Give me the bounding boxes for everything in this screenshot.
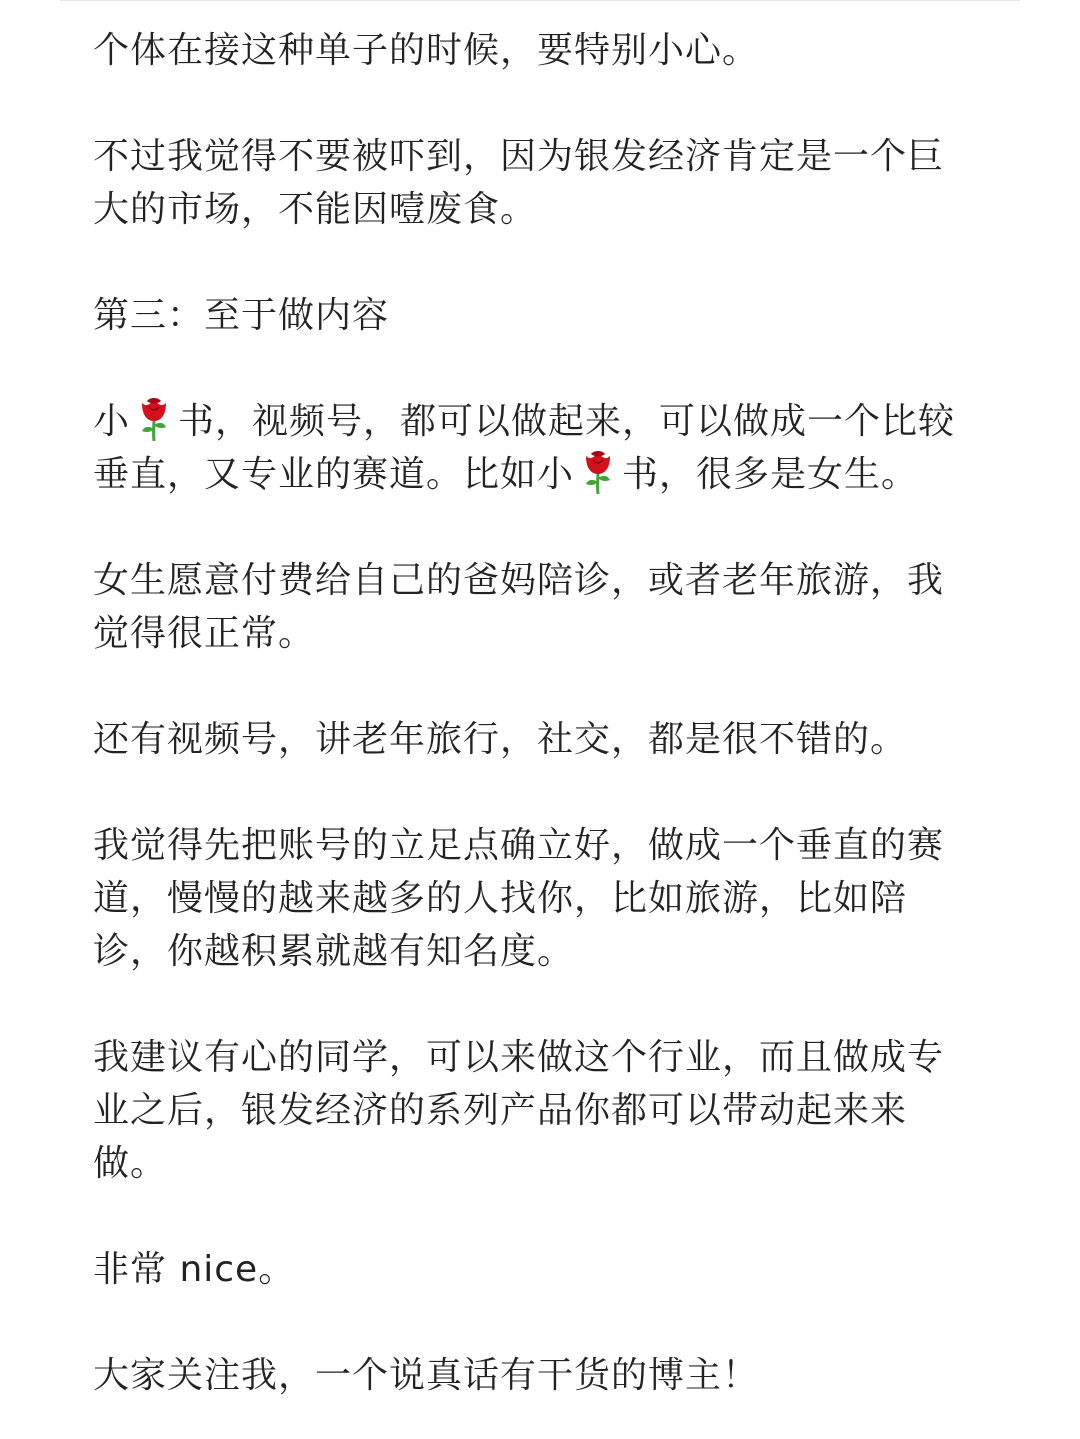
text-line: 第三：至于做内容 (93, 295, 390, 336)
text-line: 女生愿意付费给自己的爸妈陪诊，或者老年旅游，我 (93, 560, 945, 601)
top-divider (60, 0, 1020, 1)
section-heading-three (93, 289, 993, 342)
text-fragment: 书，很多是女生。 (622, 454, 919, 495)
text-line: 道，慢慢的越来越多的人找你，比如旅游，比如陪 (93, 878, 908, 919)
paragraph-6 (93, 713, 993, 766)
paragraph-1 (93, 24, 993, 77)
text-line: 还有视频号，讲老年旅行，社交，都是很不错的。 (93, 719, 908, 760)
text-fragment: 垂直，又专业的赛道。比如小 (93, 454, 575, 495)
closing-paragraph (93, 1349, 993, 1402)
paragraph-7 (93, 819, 993, 978)
paragraph-5 (93, 554, 993, 660)
text-line: 我建议有心的同学，可以来做这个行业，而且做成专 (93, 1037, 945, 1078)
text-line: 诊，你越积累就越有知名度。 (93, 931, 575, 972)
text-line: 我觉得先把账号的立足点确立好，做成一个垂直的赛 (93, 825, 945, 866)
text-fragment: 书，视频号，都可以做起来，可以做成一个比较 (178, 401, 956, 442)
text-line: 做。 (93, 1143, 168, 1184)
paragraph-9 (93, 1243, 993, 1296)
paragraph-8 (93, 1031, 993, 1190)
rose-icon (136, 395, 172, 441)
text-line: 觉得很正常。 (93, 613, 316, 654)
text-line: 大的市场，不能因噎废食。 (93, 189, 538, 230)
text-fragment: 小 (93, 401, 131, 442)
paragraph-2 (93, 130, 993, 236)
text-line: 个体在接这种单子的时候，要特别小心。 (93, 30, 760, 71)
rose-icon (580, 448, 616, 494)
text-line: 非常 nice。 (93, 1249, 296, 1290)
article-body (93, 24, 993, 1402)
text-line: 业之后，银发经济的系列产品你都可以带动起来来 (93, 1090, 908, 1131)
text-line: 大家关注我，一个说真话有干货的博主！ (93, 1355, 760, 1396)
paragraph-4 (93, 395, 993, 501)
text-line: 不过我觉得不要被吓到，因为银发经济肯定是一个巨 (93, 136, 945, 177)
